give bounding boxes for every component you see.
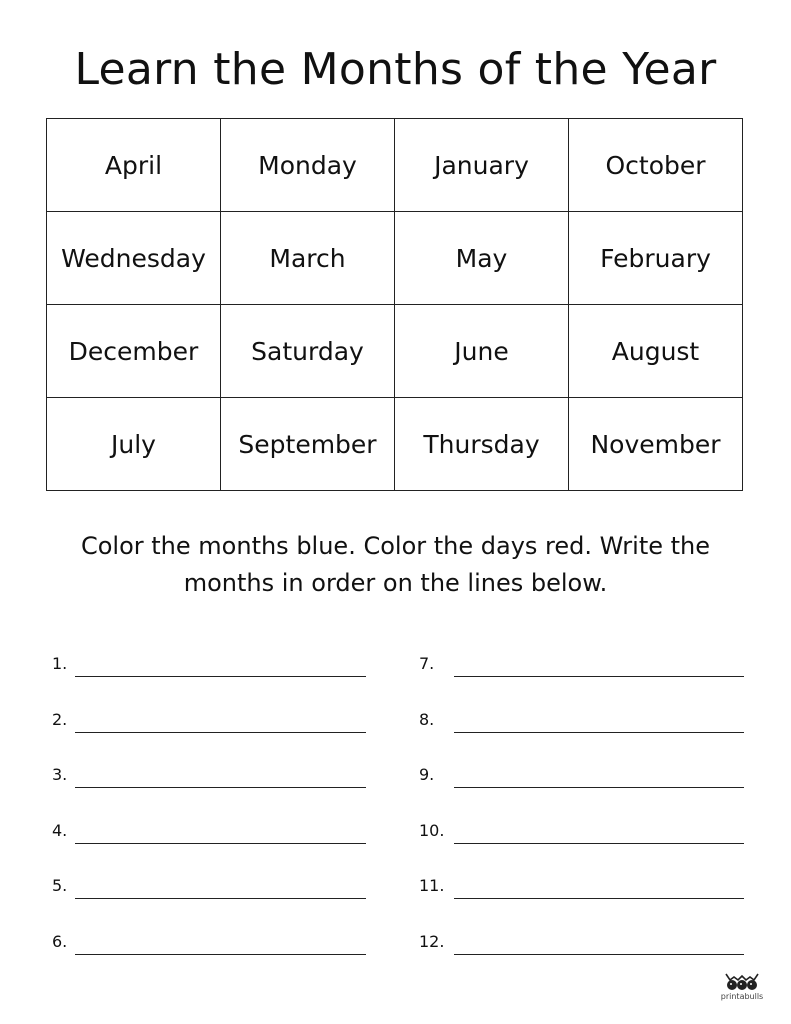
write-line[interactable] (75, 787, 366, 788)
write-line[interactable] (454, 787, 744, 788)
answer-number: 3. (52, 765, 68, 785)
write-line[interactable] (75, 676, 366, 677)
grid-cell: April (47, 119, 221, 212)
answer-number: 12. (419, 931, 445, 951)
answer-line[interactable] (52, 704, 366, 760)
printabulls-logo (717, 972, 767, 1006)
answer-line[interactable] (419, 926, 744, 982)
grid-cell: September (221, 398, 395, 491)
answer-number: 7. (419, 654, 435, 673)
answer-number: 9. (419, 765, 435, 785)
answer-line[interactable] (419, 759, 744, 815)
grid-cell: October (569, 119, 743, 212)
grid-row (47, 305, 743, 398)
answer-number: 4. (52, 820, 68, 840)
answer-column-left (52, 648, 366, 982)
bull-logo-icon (722, 972, 762, 992)
grid-cell: January (395, 119, 569, 212)
answer-line[interactable] (52, 926, 366, 982)
answer-line[interactable] (52, 759, 366, 815)
grid-cell: June (395, 305, 569, 398)
grid-cell: Monday (221, 119, 395, 212)
answer-line[interactable] (52, 815, 366, 871)
answer-column-right (419, 648, 744, 982)
answer-number: 1. (52, 654, 68, 673)
answer-line[interactable] (52, 870, 366, 926)
answer-line[interactable] (419, 648, 744, 704)
grid-cell: March (221, 212, 395, 305)
write-line[interactable] (454, 843, 744, 844)
write-line[interactable] (75, 732, 366, 733)
answer-line[interactable] (52, 648, 366, 704)
answer-number: 2. (52, 709, 68, 729)
answer-number: 11. (419, 876, 445, 896)
answer-line[interactable] (419, 870, 744, 926)
grid-cell: Wednesday (47, 212, 221, 305)
page-title: Learn the Months of the Year (74, 44, 717, 95)
instructions-text: Color the months blue. Color the days red. Write the months in order on the lines below. (80, 532, 711, 597)
grid-row (47, 212, 743, 305)
answer-number: 8. (419, 709, 435, 729)
word-grid (46, 118, 743, 491)
write-line[interactable] (454, 676, 744, 677)
grid-cell: November (569, 398, 743, 491)
write-line[interactable] (75, 843, 366, 844)
write-line[interactable] (75, 898, 366, 899)
grid-cell: August (569, 305, 743, 398)
answer-line[interactable] (419, 704, 744, 760)
grid-cell: Thursday (395, 398, 569, 491)
logo-text: printabulls (720, 992, 764, 1001)
write-line[interactable] (454, 732, 744, 733)
write-line[interactable] (454, 954, 744, 955)
grid-row (47, 119, 743, 212)
answer-number: 10. (419, 820, 445, 840)
grid-cell: February (569, 212, 743, 305)
answer-number: 5. (52, 876, 68, 896)
grid-cell: May (395, 212, 569, 305)
write-line[interactable] (454, 898, 744, 899)
grid-cell: December (47, 305, 221, 398)
grid-cell: Saturday (221, 305, 395, 398)
grid-cell: July (47, 398, 221, 491)
write-line[interactable] (75, 954, 366, 955)
grid-row (47, 398, 743, 491)
answer-line[interactable] (419, 815, 744, 871)
answer-number: 6. (52, 931, 68, 951)
